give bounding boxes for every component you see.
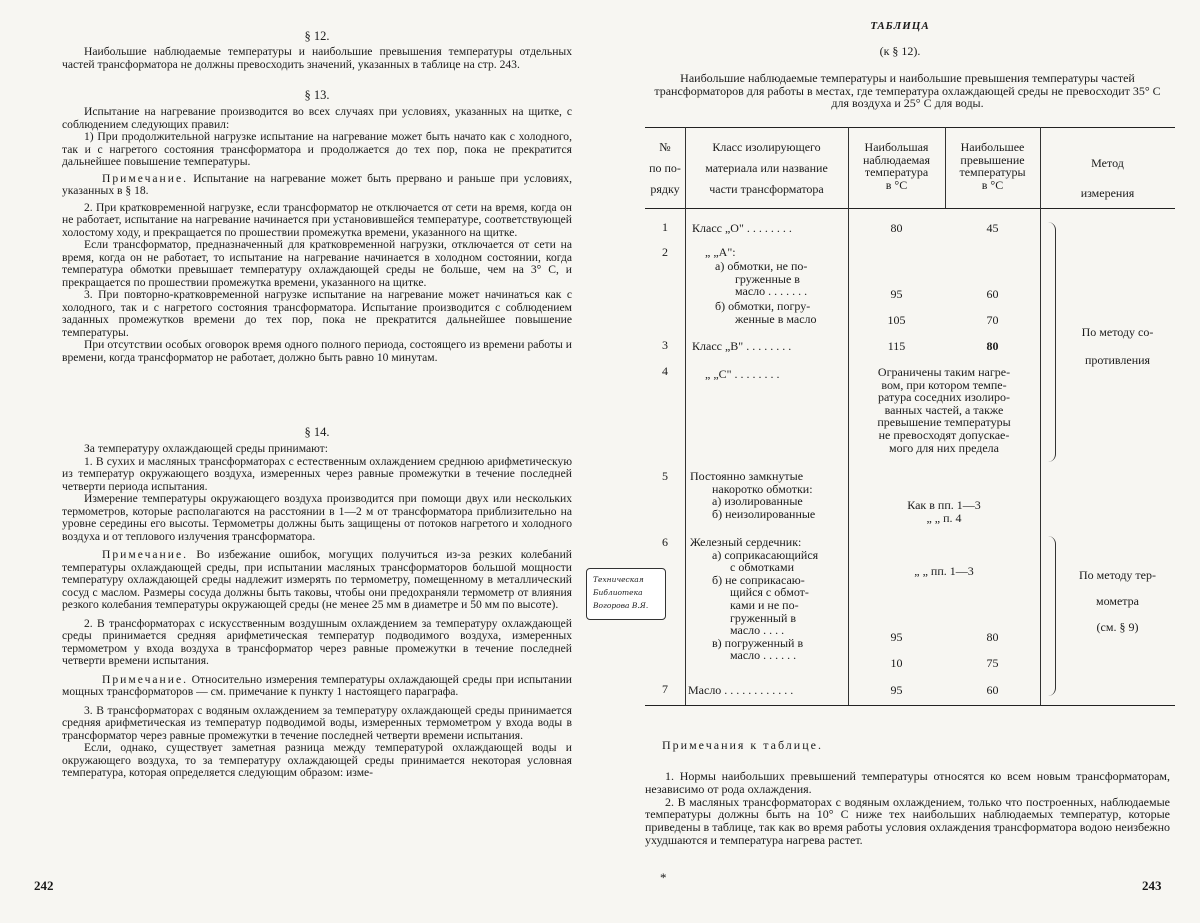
row-3-rise: 80 — [986, 339, 999, 353]
row-5-name: Постоянно замкнутые накоротко обмотки: а) изолированные б) неизолированные — [690, 469, 816, 521]
row-2a-rise: 60 — [986, 287, 999, 301]
row-2a-temp: 95 — [890, 287, 903, 301]
note-14-2: Примечание. Относительно измерения температуры охлаждающей среды при испытании мощных трансформаторов — см. примечание к пункту 1 настоящего параграфа. — [62, 672, 572, 698]
row-5-num: 5 — [662, 469, 668, 483]
row-4-num: 4 — [662, 364, 668, 378]
section-13-body: Испытание на нагревание производится во всех случаях при условиях, указанных на щитке, с соблюдением следующих правил: 1) При продолжительной нагрузке испытание на нагревание может быть начато как с холодного, так и с нагретого состояния трансформатора и продолжается до тех пор, пока не прекратится дальнейшее повышение температуры. Примечание. Испытание на нагревание может быть прервано и раньше при условиях, указанных в § 18. 2. При кратковременной нагрузке, если трансформатор не отключается от сети на время, когда он не работает, испытание на нагревание начинается при установившейся температуре, соответствующей холостому ходу, и прекращается по прошествии промежутка времени, указанного на щитке. Если трансформатор, предназначенный для кратковременной нагрузки, отключается от сети на время, когда он не работает, то испытание на нагревание начинается в холодном состоянии, когда температура обмотки превышает температуру охлаждающей среды не больше, чем на 3° C, и прекращается по прошествии промежутка времени, указанного на щитке. 3. При повторно-кратковременной нагрузке испытание на нагревание может начинаться как с холодного, так и с нагретого состояния трансформатора. Испытание производится с соблюдением заданных промежутков времени до тех пор, пока не прекратится дальнейшее повышение температуры. При отсутствии особых оговорок время одного полного периода, состоящего из времени работы и времени, когда трансформатор не работает, должно быть равно 10 минутам. — [62, 105, 572, 364]
table-caption: Наибольшие наблюдаемые температуры и наибольшие превышения температуры частей трансформаторов для работы в местах, где температура охлаждающей среды не превосходит 35° С для воздуха и 25° С для воды. — [654, 71, 1161, 110]
row-7-temp: 95 — [890, 683, 903, 697]
row-4-text: Ограничены таким нагре- вом, при котором темпе- ратура соседних изолиро- ванных частей, а также превышение температуры не превосходят допускае- мого для них предела — [877, 365, 1011, 455]
header-number: № по по- рядку — [649, 140, 681, 196]
row-7-name: Масло . . . . . . . . . . . . — [688, 683, 794, 697]
section-12-title: § 12. — [304, 29, 330, 43]
row-6b-temp: 95 — [890, 630, 903, 644]
section-14-body: За температуру охлаждающей среды принимают: 1. В сухих и масляных трансформаторах с естественным охлаждением среднюю арифметическую из температур окружающего воздуха, измеренных через равные промежутки в течение последней четверти периода испытания. Измерение температуры окружающего воздуха производится при помощи двух или нескольких термометров, которые располагаются на расстоянии в 1—2 м от трансформатора приблизительно на уровне середины его высоты. Термометры должны быть защищены от потоков нагретого и холодного воздуха и от теплового излучения трансформатора. Примечание. Во избежание ошибок, могущих получиться из-за резких колебаний температуры охлаждающей среды, при испытании масляных трансформаторов большой мощности температуру охлаждающей среды надлежит измерять по термометру, помещенному в металлический сосуд с маслом. Размеры сосуда должны быть таковы, чтобы они предохраняли термометр от влияния резкого колебания температуры окружающей среды (не менее 25 мм в диаметре и 50 мм по высоте). 2. В трансформаторах с искусственным воздушным охлаждением за температуру охлаждающей среды принимается средняя арифметическая температур подводимого воздуха, измеренных термометром у входа воздуха в трансформатор через равные промежутки в течение последней четверти времени испытания. Примечание. Относительно измерения температуры охлаждающей среды при испытании мощных трансформаторов — см. примечание к пункту 1 настоящего параграфа. 3. В трансформаторах с водяным охлаждением за температуру охлаждающей среды принимается средняя арифметическая из температур подводимой воды, измеренных термометром у входа воды в трансформатор через равные промежутки в течение последней четверти времени испытания. Если, однако, существует заметная разница между температурой охлаждающей воды и окружающего воздуха, то за температуру охлаждающей среды принимается некоторая условная температура, которая определяется следующим образом: изме- — [62, 442, 572, 779]
row-3-num: 3 — [662, 338, 668, 352]
row-2b-rise: 70 — [986, 313, 999, 327]
row-1-name: Класс „О" . . . . . . . . — [692, 221, 792, 235]
row-2-name: „ „А": — [705, 245, 736, 259]
row-6c-temp: 10 — [890, 656, 903, 670]
page-number-left: 242 — [34, 878, 54, 893]
note-14-1: Примечание. Во избежание ошибок, могущих получиться из-за резких колебаний температуры охлаждающей среды, при испытании масляных трансформаторов большой мощности температуру охлаждающей среды надлежит измерять по термометру, помещенному в металлический сосуд с маслом. Размеры сосуда должны быть таковы, чтобы они предохраняли термометр от влияния резкого колебания температуры окружающей среды (не менее 25 мм в диаметре и 50 мм по высоте). — [62, 548, 572, 611]
row-7-num: 7 — [662, 682, 668, 696]
row-2-num: 2 — [662, 245, 668, 259]
section-14-title: § 14. — [304, 425, 330, 439]
library-stamp: Техническая Библиотека Вогорова В.Я. — [586, 568, 666, 620]
page-number-right: 243 — [1142, 878, 1162, 893]
row-3-temp: 115 — [887, 339, 906, 353]
row-1-temp: 80 — [890, 221, 903, 235]
row-6c-rise: 75 — [986, 656, 999, 670]
row-7-rise: 60 — [986, 683, 999, 697]
method-thermometer: По методу тер- мометра (см. § 9) — [1079, 568, 1156, 634]
row-6-name: Железный сердечник: а) соприкасающийся с обмотками б) не соприкасаю- щийся с обмот- ками и не по- груженный в масло . . . . в) погруженный в масло . . . . . . — [690, 535, 819, 663]
header-method: Метод измерения — [1080, 156, 1135, 200]
section-13-title: § 13. — [304, 88, 330, 102]
row-2a-name: а) обмотки, не по- груженные в масло . . . . . . . — [715, 259, 808, 299]
table-notes: 1. Нормы наибольших превышений температуры относятся ко всем новым трансформаторам, независимо от рода охлаждения. 2. В масляных трансформаторах с водяным охлаждением, только что построенных, наблюдаемые температуры должны быть на 10° С ниже тех наибольших наблюдаемых температур, которые приведены в таблице, так как во время работы условия охлаждения трансформатора водою неизбежно ухудшаются и температура нагрева растет. — [645, 769, 1170, 847]
note-13: Примечание. Испытание на нагревание может быть прервано и раньше при условиях, указанных в § 18. — [62, 171, 572, 197]
row-6-value: „ „ пп. 1—3 — [914, 564, 974, 578]
section-12-text: Наибольшие наблюдаемые температуры и наибольшие превышения температуры отдельных частей трансформатора не должны превосходить значений, указанных в таблице на стр. 243. — [62, 45, 572, 71]
row-1-num: 1 — [662, 220, 668, 234]
row-4-name: „ „С" . . . . . . . . — [705, 367, 780, 381]
footer-mark: * — [660, 870, 667, 885]
header-class: Класс изолирующего материала или название части трансформатора — [705, 140, 828, 196]
table-label: ТАБЛИЦА — [870, 20, 930, 32]
brace-2 — [1045, 536, 1056, 696]
row-5-value: Как в пп. 1—3 „ „ п. 4 — [907, 498, 981, 525]
row-2b-temp: 105 — [887, 313, 906, 327]
row-1-rise: 45 — [986, 221, 999, 235]
header-max-rise: Наибольшее превышение температуры в °С — [959, 140, 1026, 192]
notes-title: Примечания к таблице. — [662, 738, 823, 752]
row-6b-rise: 80 — [986, 630, 999, 644]
brace-1 — [1045, 222, 1056, 462]
header-max-temp: Наибольшая наблюдаемая температура в °С — [862, 140, 930, 192]
row-3-name: Класс „В" . . . . . . . . — [692, 339, 792, 353]
row-6-num: 6 — [662, 535, 668, 549]
row-2b-name: б) обмотки, погру- женные в масло — [715, 299, 817, 326]
method-resistance: По методу со- противления — [1081, 325, 1154, 367]
table-ref: (к § 12). — [879, 44, 921, 58]
